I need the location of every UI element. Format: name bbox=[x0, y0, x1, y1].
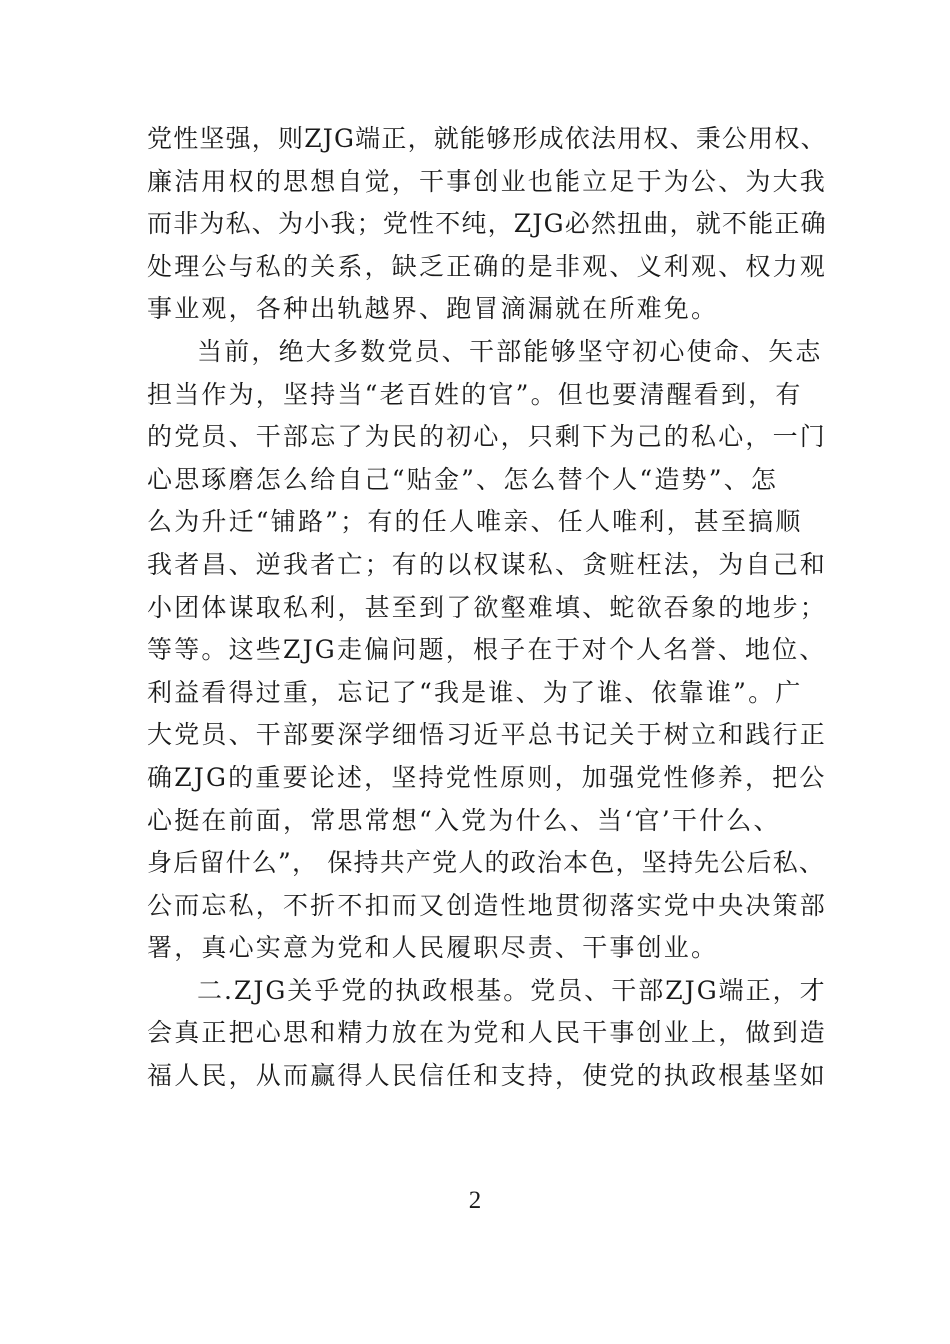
text-line: 公而忘私，不折不扣而又创造性地贯彻落实党中央决策部 bbox=[147, 890, 828, 920]
text-line: 等等。这些ZJG走偏问题，根子在于对个人名誉、地位、 bbox=[147, 635, 827, 665]
text-line: 我者昌、逆我者亡；有的以权谋私、贪赃枉法，为自己和 bbox=[147, 549, 828, 579]
text-line: 会真正把心思和精力放在为党和人民干事创业上，做到造 bbox=[147, 1018, 828, 1048]
text-line: 心挺在前面，常思常想“入党为什么、当‘官’干什么、 bbox=[147, 805, 781, 835]
text-line: 处理公与私的关系，缺乏正确的是非观、义利观、权力观 bbox=[147, 251, 828, 281]
text-line: 的党员、干部忘了为民的初心，只剩下为己的私心，一门 bbox=[147, 422, 828, 452]
text-line: 事业观，各种出轨越界、跑冒滴漏就在所难免。 bbox=[147, 294, 719, 324]
section-heading-line: 二.ZJG关乎党的执政根基。党员、干部ZJG端正，才 bbox=[197, 975, 827, 1005]
text-line: 署，真心实意为党和人民履职尽责、干事创业。 bbox=[147, 933, 719, 963]
text-line: 么为升迁“铺路”；有的任人唯亲、任人唯利，甚至搞顺 bbox=[147, 507, 803, 537]
text-line: 党性坚强，则ZJG端正，就能够形成依法用权、秉公用权、 bbox=[147, 124, 827, 153]
text-line: 确ZJG的重要论述，坚持党性原则，加强党性修养，把公 bbox=[147, 762, 827, 792]
text-line: 而非为私、为小我；党性不纯，ZJG必然扭曲，就不能正确 bbox=[147, 209, 827, 239]
text-line: 利益看得过重，忘记了“我是谁、为了谁、依靠谁”。广 bbox=[147, 677, 803, 707]
text-line: 小团体谋取私利，甚至到了欲壑难填、蛇欲吞象的地步； bbox=[147, 592, 828, 622]
text-line: 福人民，从而赢得人民信任和支持，使党的执政根基坚如 bbox=[147, 1061, 828, 1091]
text-line: 大党员、干部要深学细悟习近平总书记关于树立和践行正 bbox=[147, 720, 828, 750]
text-line: 身后留什么”， 保持共产党人的政治本色，坚持先公后私、 bbox=[147, 848, 826, 878]
body-text bbox=[147, 118, 827, 1098]
text-line: 担当作为，坚持当“老百姓的官”。但也要清醒看到，有 bbox=[147, 379, 803, 409]
text-line: 廉洁用权的思想自觉，干事创业也能立足于为公、为大我 bbox=[147, 166, 828, 196]
paragraph-first-line: 当前，绝大多数党员、干部能够坚守初心使命、矢志 bbox=[197, 336, 823, 366]
text-line: 心思琢磨怎么给自己“贴金”、怎么替个人“造势”、怎 bbox=[147, 464, 779, 494]
page-number: 2 bbox=[468, 1187, 482, 1214]
